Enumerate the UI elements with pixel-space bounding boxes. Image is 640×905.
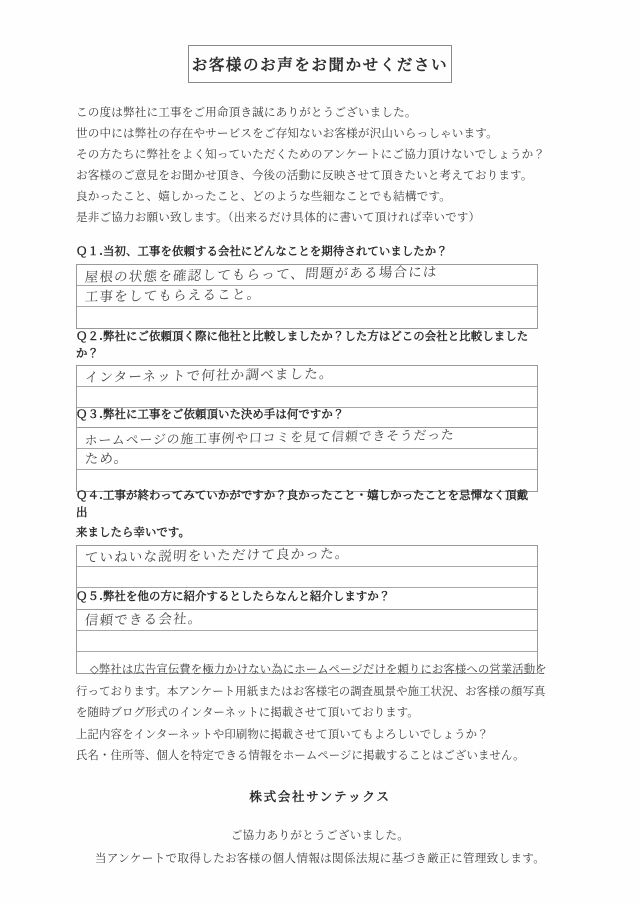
consent-notice [76, 660, 576, 768]
notice-line: 上記内容をインターネットや印刷物に掲載させて頂いてもよろしいでしょうか？ [76, 726, 489, 741]
privacy-statement: 当アンケートで取得したお客様の個人情報は関係法規に基づき厳正に管理致します。 [94, 851, 546, 865]
notice-line: 氏名・住所等、個人を特定できる情報をホームページに掲載することはございません。 [76, 748, 525, 762]
handwritten-answer: ため。 [84, 450, 130, 467]
handwritten-answer: 工事をしてもらえること。 [84, 286, 262, 305]
notice-line: を随時ブログ形式のインターネットに掲載させて頂いております。 [76, 705, 419, 719]
question-label-q1: Ｑ１.当初、工事を依頼する会社にどんなことを期待されていましたか？ [76, 244, 448, 258]
question-block-q3 [76, 406, 538, 492]
question-label-q3: Ｑ３.弊社に工事をご依頼頂いた決め手は何ですか？ [76, 407, 345, 421]
question-label-q4-cont: 来ましたら幸いです。 [76, 525, 190, 539]
intro-line: お客様のご意見をお聞かせ頂き、今後の活動に反映させて頂きたいと考えております。 [76, 168, 533, 183]
intro-paragraph [76, 104, 576, 231]
intro-line: その方たちに弊社をよく知っていただくためのアンケートにご協力頂けないでしょうか？ [76, 147, 546, 162]
answer-line[interactable] [77, 428, 537, 449]
question-label-q2: Ｑ２.弊社にご依頼頂く際に他社と比較しましたか？した方はどこの会社と比較しましたか？ [76, 329, 529, 360]
page-title: お客様のお声をお聞かせください [191, 55, 449, 74]
handwritten-answer: インターネットで何社か調べました。 [84, 366, 335, 386]
handwritten-answer: ホームページの施工事例や口コミを見て信頼できそうだった [84, 427, 456, 449]
company-name: 株式会社サンテックス [249, 789, 391, 804]
intro-line: 世の中には弊社の存在やサービスをご存知ないお客様が沢山いらっしゃいます。 [76, 126, 498, 141]
page-title-box [188, 45, 452, 83]
intro-line: この度は弊社に工事をご用命頂き誠にありがとうございました。 [76, 105, 417, 119]
question-block-q1 [76, 243, 538, 329]
question-label-q5: Ｑ５.弊社を他の方に紹介するとしたらなんと紹介しますか？ [76, 589, 391, 603]
question-label-q4: Ｑ４.工事が終わってみていかがですか？良かったこと・嬉しかったことを忌憚なく頂戴出 [76, 488, 529, 519]
answer-line[interactable] [77, 387, 537, 408]
handwritten-answer: ていねいな説明をいただけて良かった。 [84, 545, 351, 566]
answer-box-q1[interactable] [76, 264, 538, 329]
signoff-block [0, 786, 640, 866]
thanks-message: ご協力ありがとうございました。 [230, 828, 410, 842]
handwritten-answer: 屋根の状態を確認してもらって、問題がある場合には [84, 263, 439, 286]
answer-line[interactable] [77, 307, 537, 328]
answer-line[interactable] [77, 265, 537, 286]
answer-line[interactable] [77, 610, 537, 631]
notice-line: ◇弊社は広告宣伝費を極力かけない為にホームページだけを頼りにお客様への営業活動を [90, 662, 547, 676]
notice-line: 行っております。本アンケート用紙またはお客様宅の調査風景や施工状況、お客様の顔写真 [76, 683, 546, 698]
answer-line[interactable] [77, 567, 537, 588]
answer-box-q3[interactable] [76, 427, 538, 492]
answer-line[interactable] [77, 449, 537, 470]
intro-line: 良かったこと、嬉しかったこと、どのような些細なことでも結構です。 [76, 189, 451, 204]
intro-line: 是非ご協力お願い致します。（出来るだけ具体的に書いて頂ければ幸いです） [76, 210, 481, 225]
answer-line[interactable] [77, 546, 537, 567]
answer-line[interactable] [77, 286, 537, 307]
handwritten-answer: 信頼できる会社。 [84, 610, 204, 629]
answer-line[interactable] [77, 366, 537, 387]
answer-line[interactable] [77, 631, 537, 652]
